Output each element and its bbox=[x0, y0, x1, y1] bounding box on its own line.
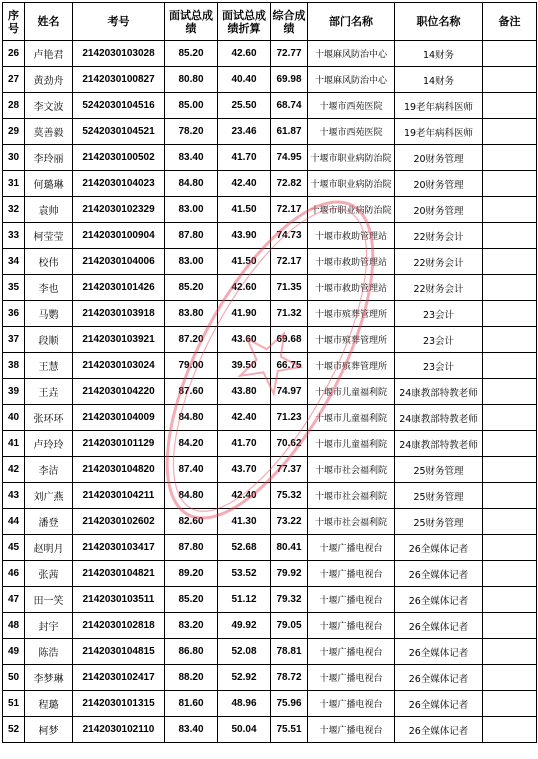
cell-department: 十堰广播电视台 bbox=[308, 535, 395, 561]
cell-interview-total: 84.80 bbox=[165, 405, 218, 431]
cell-composite: 61.87 bbox=[271, 119, 308, 145]
header-composite: 综合成绩 bbox=[271, 3, 308, 41]
cell-department: 十堰市西苑医院 bbox=[308, 119, 395, 145]
cell-position: 23会计 bbox=[395, 301, 483, 327]
cell-composite: 80.41 bbox=[271, 535, 308, 561]
cell-interview-converted: 41.50 bbox=[218, 249, 271, 275]
cell-interview-total: 84.80 bbox=[165, 171, 218, 197]
cell-name: 柯莹莹 bbox=[25, 223, 73, 249]
cell-remark bbox=[483, 717, 537, 743]
cell-composite: 70.62 bbox=[271, 431, 308, 457]
cell-exam-no: 2142030101129 bbox=[73, 431, 165, 457]
cell-department: 十堰市救助管理站 bbox=[308, 249, 395, 275]
cell-interview-converted: 52.08 bbox=[218, 639, 271, 665]
cell-remark bbox=[483, 561, 537, 587]
cell-composite: 72.17 bbox=[271, 197, 308, 223]
cell-interview-converted: 23.46 bbox=[218, 119, 271, 145]
cell-department: 十堰市社会福利院 bbox=[308, 457, 395, 483]
cell-interview-converted: 42.60 bbox=[218, 275, 271, 301]
cell-department: 十堰广播电视台 bbox=[308, 691, 395, 717]
cell-department: 十堰市社会福利院 bbox=[308, 483, 395, 509]
table-row bbox=[3, 535, 537, 561]
cell-interview-total: 83.00 bbox=[165, 197, 218, 223]
cell-remark bbox=[483, 67, 537, 93]
cell-exam-no: 2142030101315 bbox=[73, 691, 165, 717]
cell-exam-no: 2142030104211 bbox=[73, 483, 165, 509]
cell-remark bbox=[483, 483, 537, 509]
cell-exam-no: 2142030104815 bbox=[73, 639, 165, 665]
cell-department: 十堰广播电视台 bbox=[308, 613, 395, 639]
cell-exam-no: 2142030100904 bbox=[73, 223, 165, 249]
cell-exam-no: 2142030103921 bbox=[73, 327, 165, 353]
cell-exam-no: 2142030103024 bbox=[73, 353, 165, 379]
cell-composite: 69.98 bbox=[271, 67, 308, 93]
cell-name: 何璐琳 bbox=[25, 171, 73, 197]
cell-name: 赵明月 bbox=[25, 535, 73, 561]
cell-interview-total: 83.80 bbox=[165, 301, 218, 327]
cell-position: 20财务管理 bbox=[395, 171, 483, 197]
cell-interview-total: 85.20 bbox=[165, 587, 218, 613]
cell-seq: 32 bbox=[3, 197, 25, 223]
table-row bbox=[3, 353, 537, 379]
cell-position: 26全媒体记者 bbox=[395, 717, 483, 743]
cell-position: 23会计 bbox=[395, 353, 483, 379]
header-seq: 序号 bbox=[3, 3, 25, 41]
cell-composite: 72.17 bbox=[271, 249, 308, 275]
cell-remark bbox=[483, 353, 537, 379]
cell-remark bbox=[483, 249, 537, 275]
cell-remark bbox=[483, 145, 537, 171]
cell-exam-no: 2142030100827 bbox=[73, 67, 165, 93]
cell-composite: 75.51 bbox=[271, 717, 308, 743]
cell-seq: 26 bbox=[3, 41, 25, 67]
cell-composite: 75.32 bbox=[271, 483, 308, 509]
cell-remark bbox=[483, 639, 537, 665]
cell-interview-total: 84.20 bbox=[165, 431, 218, 457]
cell-interview-converted: 50.04 bbox=[218, 717, 271, 743]
cell-position: 24康教部特教老师 bbox=[395, 379, 483, 405]
cell-seq: 38 bbox=[3, 353, 25, 379]
cell-department: 十堰市社会福利院 bbox=[308, 509, 395, 535]
cell-seq: 44 bbox=[3, 509, 25, 535]
header-department: 部门名称 bbox=[308, 3, 395, 41]
cell-position: 26全媒体记者 bbox=[395, 691, 483, 717]
cell-department: 十堰广播电视台 bbox=[308, 665, 395, 691]
cell-seq: 37 bbox=[3, 327, 25, 353]
cell-position: 20财务管理 bbox=[395, 197, 483, 223]
cell-department: 十堰麻风防治中心 bbox=[308, 41, 395, 67]
cell-remark bbox=[483, 509, 537, 535]
cell-remark bbox=[483, 405, 537, 431]
cell-seq: 40 bbox=[3, 405, 25, 431]
cell-remark bbox=[483, 197, 537, 223]
cell-exam-no: 2142030104009 bbox=[73, 405, 165, 431]
table-row bbox=[3, 119, 537, 145]
cell-seq: 52 bbox=[3, 717, 25, 743]
cell-interview-converted: 48.96 bbox=[218, 691, 271, 717]
cell-exam-no: 2142030103511 bbox=[73, 587, 165, 613]
cell-position: 19老年病科医师 bbox=[395, 119, 483, 145]
cell-seq: 27 bbox=[3, 67, 25, 93]
cell-composite: 71.32 bbox=[271, 301, 308, 327]
cell-seq: 41 bbox=[3, 431, 25, 457]
table-row bbox=[3, 561, 537, 587]
cell-composite: 79.92 bbox=[271, 561, 308, 587]
cell-interview-total: 89.20 bbox=[165, 561, 218, 587]
cell-position: 26全媒体记者 bbox=[395, 587, 483, 613]
table-header-row bbox=[3, 3, 537, 41]
cell-name: 张环环 bbox=[25, 405, 73, 431]
cell-seq: 36 bbox=[3, 301, 25, 327]
cell-department: 十堰市职业病防治院 bbox=[308, 197, 395, 223]
cell-position: 23会计 bbox=[395, 327, 483, 353]
cell-exam-no: 2142030103417 bbox=[73, 535, 165, 561]
cell-interview-total: 80.80 bbox=[165, 67, 218, 93]
cell-interview-converted: 41.70 bbox=[218, 145, 271, 171]
cell-interview-converted: 51.12 bbox=[218, 587, 271, 613]
table-row bbox=[3, 379, 537, 405]
header-interview-converted: 面试总成绩折算 bbox=[218, 3, 271, 41]
cell-composite: 78.81 bbox=[271, 639, 308, 665]
cell-exam-no: 2142030102110 bbox=[73, 717, 165, 743]
cell-interview-converted: 40.40 bbox=[218, 67, 271, 93]
cell-department: 十堰市儿童福利院 bbox=[308, 405, 395, 431]
cell-composite: 75.96 bbox=[271, 691, 308, 717]
cell-seq: 46 bbox=[3, 561, 25, 587]
cell-interview-converted: 52.68 bbox=[218, 535, 271, 561]
cell-interview-total: 85.20 bbox=[165, 41, 218, 67]
cell-interview-converted: 43.60 bbox=[218, 327, 271, 353]
cell-interview-converted: 42.60 bbox=[218, 41, 271, 67]
cell-seq: 39 bbox=[3, 379, 25, 405]
cell-name: 校伟 bbox=[25, 249, 73, 275]
table-row bbox=[3, 41, 537, 67]
cell-position: 26全媒体记者 bbox=[395, 665, 483, 691]
cell-seq: 31 bbox=[3, 171, 25, 197]
cell-exam-no: 2142030104023 bbox=[73, 171, 165, 197]
cell-name: 李也 bbox=[25, 275, 73, 301]
table-row bbox=[3, 509, 537, 535]
cell-interview-total: 79.00 bbox=[165, 353, 218, 379]
cell-name: 王慧 bbox=[25, 353, 73, 379]
cell-interview-converted: 39.50 bbox=[218, 353, 271, 379]
cell-department: 十堰市殡葬管理所 bbox=[308, 353, 395, 379]
cell-remark bbox=[483, 665, 537, 691]
cell-department: 十堰麻风防治中心 bbox=[308, 67, 395, 93]
cell-position: 26全媒体记者 bbox=[395, 613, 483, 639]
cell-interview-total: 87.80 bbox=[165, 223, 218, 249]
cell-exam-no: 5242030104516 bbox=[73, 93, 165, 119]
cell-exam-no: 5242030104521 bbox=[73, 119, 165, 145]
cell-department: 十堰市儿童福利院 bbox=[308, 379, 395, 405]
cell-composite: 79.32 bbox=[271, 587, 308, 613]
cell-exam-no: 2142030103028 bbox=[73, 41, 165, 67]
cell-exam-no: 2142030104821 bbox=[73, 561, 165, 587]
cell-seq: 42 bbox=[3, 457, 25, 483]
table-row bbox=[3, 197, 537, 223]
cell-composite: 74.97 bbox=[271, 379, 308, 405]
table-row bbox=[3, 327, 537, 353]
cell-position: 24康教部特教老师 bbox=[395, 431, 483, 457]
cell-seq: 48 bbox=[3, 613, 25, 639]
cell-position: 14财务 bbox=[395, 41, 483, 67]
cell-exam-no: 2142030102818 bbox=[73, 613, 165, 639]
cell-name: 陈浩 bbox=[25, 639, 73, 665]
cell-interview-total: 82.60 bbox=[165, 509, 218, 535]
cell-name: 马鹦 bbox=[25, 301, 73, 327]
cell-interview-converted: 25.50 bbox=[218, 93, 271, 119]
cell-interview-total: 83.00 bbox=[165, 249, 218, 275]
table-row bbox=[3, 223, 537, 249]
cell-exam-no: 2142030100502 bbox=[73, 145, 165, 171]
cell-composite: 66.75 bbox=[271, 353, 308, 379]
cell-remark bbox=[483, 691, 537, 717]
cell-interview-total: 87.40 bbox=[165, 457, 218, 483]
cell-position: 19老年病科医师 bbox=[395, 93, 483, 119]
table-body bbox=[3, 41, 537, 743]
cell-remark bbox=[483, 379, 537, 405]
cell-interview-converted: 49.92 bbox=[218, 613, 271, 639]
cell-interview-total: 83.20 bbox=[165, 613, 218, 639]
cell-remark bbox=[483, 119, 537, 145]
cell-department: 十堰市职业病防治院 bbox=[308, 171, 395, 197]
cell-name: 李玲丽 bbox=[25, 145, 73, 171]
cell-department: 十堰市救助管理站 bbox=[308, 223, 395, 249]
cell-exam-no: 2142030104006 bbox=[73, 249, 165, 275]
cell-composite: 69.68 bbox=[271, 327, 308, 353]
cell-name: 袁帅 bbox=[25, 197, 73, 223]
cell-exam-no: 2142030102417 bbox=[73, 665, 165, 691]
cell-exam-no: 2142030103918 bbox=[73, 301, 165, 327]
cell-composite: 71.23 bbox=[271, 405, 308, 431]
table-row bbox=[3, 431, 537, 457]
cell-composite: 72.77 bbox=[271, 41, 308, 67]
cell-interview-total: 84.80 bbox=[165, 483, 218, 509]
cell-interview-converted: 41.50 bbox=[218, 197, 271, 223]
cell-department: 十堰市西苑医院 bbox=[308, 93, 395, 119]
cell-position: 26全媒体记者 bbox=[395, 535, 483, 561]
cell-composite: 74.95 bbox=[271, 145, 308, 171]
table-row bbox=[3, 249, 537, 275]
cell-name: 段顺 bbox=[25, 327, 73, 353]
cell-interview-total: 78.20 bbox=[165, 119, 218, 145]
cell-remark bbox=[483, 223, 537, 249]
cell-remark bbox=[483, 535, 537, 561]
table-row bbox=[3, 405, 537, 431]
table-row bbox=[3, 483, 537, 509]
cell-interview-converted: 53.52 bbox=[218, 561, 271, 587]
cell-seq: 29 bbox=[3, 119, 25, 145]
cell-name: 李梦琳 bbox=[25, 665, 73, 691]
cell-interview-total: 83.40 bbox=[165, 145, 218, 171]
header-name: 姓名 bbox=[25, 3, 73, 41]
cell-composite: 77.37 bbox=[271, 457, 308, 483]
cell-remark bbox=[483, 275, 537, 301]
header-position: 职位名称 bbox=[395, 3, 483, 41]
cell-interview-converted: 42.40 bbox=[218, 483, 271, 509]
cell-remark bbox=[483, 613, 537, 639]
cell-interview-total: 88.20 bbox=[165, 665, 218, 691]
results-table bbox=[2, 2, 537, 743]
table-row bbox=[3, 457, 537, 483]
cell-seq: 30 bbox=[3, 145, 25, 171]
cell-remark bbox=[483, 93, 537, 119]
cell-name: 柯梦 bbox=[25, 717, 73, 743]
header-exam-no: 考号 bbox=[73, 3, 165, 41]
cell-position: 26全媒体记者 bbox=[395, 639, 483, 665]
cell-position: 25财务管理 bbox=[395, 509, 483, 535]
table-row bbox=[3, 301, 537, 327]
cell-composite: 71.35 bbox=[271, 275, 308, 301]
cell-department: 十堰市职业病防治院 bbox=[308, 145, 395, 171]
cell-department: 十堰市殡葬管理所 bbox=[308, 301, 395, 327]
cell-exam-no: 2142030101426 bbox=[73, 275, 165, 301]
cell-interview-total: 83.40 bbox=[165, 717, 218, 743]
cell-name: 程璐 bbox=[25, 691, 73, 717]
cell-name: 李洁 bbox=[25, 457, 73, 483]
cell-seq: 35 bbox=[3, 275, 25, 301]
cell-seq: 50 bbox=[3, 665, 25, 691]
cell-composite: 68.74 bbox=[271, 93, 308, 119]
cell-name: 刘广燕 bbox=[25, 483, 73, 509]
cell-name: 潘登 bbox=[25, 509, 73, 535]
cell-composite: 74.73 bbox=[271, 223, 308, 249]
cell-interview-total: 81.60 bbox=[165, 691, 218, 717]
table-row bbox=[3, 717, 537, 743]
cell-name: 王垚 bbox=[25, 379, 73, 405]
cell-seq: 45 bbox=[3, 535, 25, 561]
table-row bbox=[3, 613, 537, 639]
cell-seq: 33 bbox=[3, 223, 25, 249]
cell-position: 20财务管理 bbox=[395, 145, 483, 171]
table-row bbox=[3, 93, 537, 119]
cell-department: 十堰市救助管理站 bbox=[308, 275, 395, 301]
cell-name: 张茜 bbox=[25, 561, 73, 587]
cell-remark bbox=[483, 171, 537, 197]
cell-exam-no: 2142030102602 bbox=[73, 509, 165, 535]
cell-interview-converted: 41.70 bbox=[218, 431, 271, 457]
cell-position: 22财务会计 bbox=[395, 275, 483, 301]
table-row bbox=[3, 691, 537, 717]
cell-remark bbox=[483, 41, 537, 67]
cell-remark bbox=[483, 587, 537, 613]
cell-composite: 79.05 bbox=[271, 613, 308, 639]
table-row bbox=[3, 171, 537, 197]
cell-exam-no: 2142030104820 bbox=[73, 457, 165, 483]
header-remark: 备注 bbox=[483, 3, 537, 41]
cell-seq: 28 bbox=[3, 93, 25, 119]
cell-seq: 47 bbox=[3, 587, 25, 613]
cell-remark bbox=[483, 301, 537, 327]
cell-position: 25财务管理 bbox=[395, 483, 483, 509]
cell-name: 黄劲舟 bbox=[25, 67, 73, 93]
cell-interview-converted: 43.90 bbox=[218, 223, 271, 249]
cell-seq: 51 bbox=[3, 691, 25, 717]
cell-remark bbox=[483, 457, 537, 483]
cell-remark bbox=[483, 327, 537, 353]
cell-position: 14财务 bbox=[395, 67, 483, 93]
table-row bbox=[3, 275, 537, 301]
cell-name: 李文波 bbox=[25, 93, 73, 119]
header-interview-total: 面试总成绩 bbox=[165, 3, 218, 41]
cell-position: 22财务会计 bbox=[395, 223, 483, 249]
cell-interview-converted: 41.90 bbox=[218, 301, 271, 327]
cell-interview-total: 87.60 bbox=[165, 379, 218, 405]
cell-remark bbox=[483, 431, 537, 457]
table-row bbox=[3, 587, 537, 613]
cell-name: 卢玲玲 bbox=[25, 431, 73, 457]
cell-name: 莫善毅 bbox=[25, 119, 73, 145]
cell-position: 24康教部特教老师 bbox=[395, 405, 483, 431]
cell-exam-no: 2142030102329 bbox=[73, 197, 165, 223]
cell-interview-converted: 43.70 bbox=[218, 457, 271, 483]
cell-interview-converted: 41.30 bbox=[218, 509, 271, 535]
cell-composite: 78.72 bbox=[271, 665, 308, 691]
cell-position: 25财务管理 bbox=[395, 457, 483, 483]
table-row bbox=[3, 665, 537, 691]
cell-department: 十堰广播电视台 bbox=[308, 587, 395, 613]
cell-seq: 34 bbox=[3, 249, 25, 275]
cell-position: 22财务会计 bbox=[395, 249, 483, 275]
cell-interview-total: 86.80 bbox=[165, 639, 218, 665]
table-row bbox=[3, 67, 537, 93]
cell-interview-total: 85.00 bbox=[165, 93, 218, 119]
cell-name: 卢艳君 bbox=[25, 41, 73, 67]
cell-seq: 49 bbox=[3, 639, 25, 665]
cell-interview-converted: 43.80 bbox=[218, 379, 271, 405]
cell-name: 封宇 bbox=[25, 613, 73, 639]
cell-seq: 43 bbox=[3, 483, 25, 509]
cell-interview-converted: 42.40 bbox=[218, 405, 271, 431]
cell-interview-total: 85.20 bbox=[165, 275, 218, 301]
cell-composite: 72.82 bbox=[271, 171, 308, 197]
cell-interview-total: 87.80 bbox=[165, 535, 218, 561]
cell-composite: 73.22 bbox=[271, 509, 308, 535]
cell-department: 十堰广播电视台 bbox=[308, 639, 395, 665]
cell-department: 十堰市儿童福利院 bbox=[308, 431, 395, 457]
cell-department: 十堰广播电视台 bbox=[308, 561, 395, 587]
cell-department: 十堰广播电视台 bbox=[308, 717, 395, 743]
cell-position: 26全媒体记者 bbox=[395, 561, 483, 587]
cell-interview-converted: 42.40 bbox=[218, 171, 271, 197]
cell-name: 田一笑 bbox=[25, 587, 73, 613]
cell-department: 十堰市殡葬管理所 bbox=[308, 327, 395, 353]
table-row bbox=[3, 639, 537, 665]
cell-interview-total: 87.20 bbox=[165, 327, 218, 353]
cell-exam-no: 2142030104220 bbox=[73, 379, 165, 405]
cell-interview-converted: 52.92 bbox=[218, 665, 271, 691]
table-row bbox=[3, 145, 537, 171]
